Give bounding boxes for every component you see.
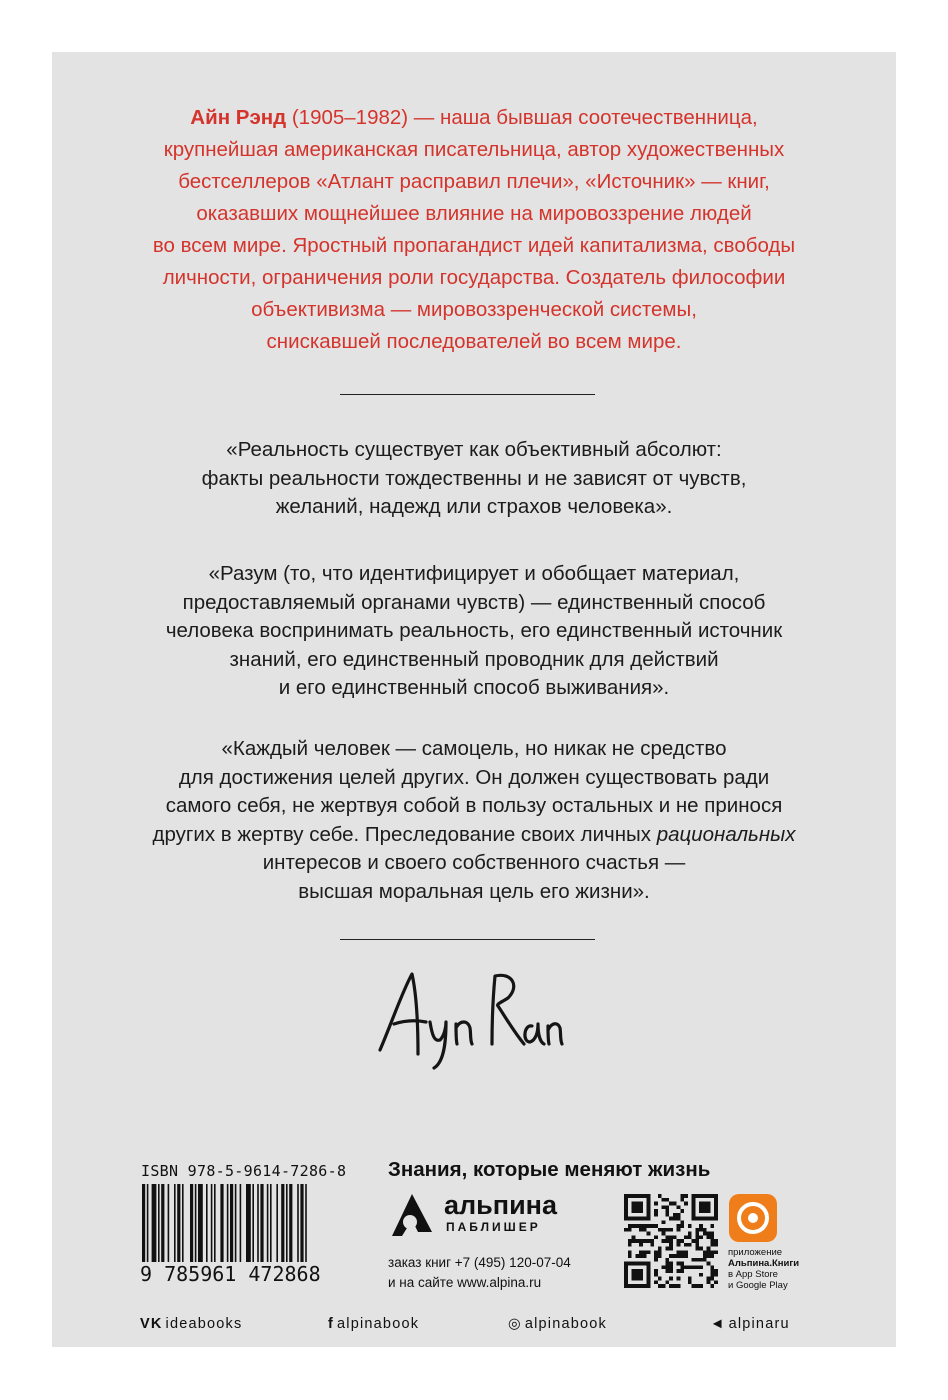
author-signature xyxy=(372,962,572,1072)
qr-module xyxy=(632,1239,636,1243)
barcode-bar xyxy=(305,1184,307,1262)
qr-module xyxy=(695,1228,699,1232)
social-telegram[interactable]: ◄ alpinaru xyxy=(710,1316,790,1332)
qr-module xyxy=(628,1239,632,1243)
qr-module xyxy=(662,1284,666,1288)
qr-module xyxy=(695,1243,699,1247)
qr-module xyxy=(680,1220,684,1224)
qr-module xyxy=(639,1228,643,1232)
barcode-bar xyxy=(152,1184,157,1262)
back-cover xyxy=(52,52,896,1347)
barcode-bar xyxy=(211,1184,213,1262)
qr-module xyxy=(707,1232,711,1236)
publisher-logo xyxy=(388,1192,608,1238)
qr-module xyxy=(680,1239,684,1243)
qr-module xyxy=(658,1228,662,1232)
barcode-bar xyxy=(300,1184,303,1262)
barcode-bar xyxy=(206,1184,208,1262)
vk-icon: VK xyxy=(140,1316,163,1332)
qr-module xyxy=(654,1235,658,1239)
qr-module xyxy=(658,1277,662,1281)
barcode-bar xyxy=(230,1184,233,1262)
qr-module xyxy=(658,1284,662,1288)
qr-module xyxy=(714,1239,718,1243)
qr-module xyxy=(643,1228,647,1232)
qr-module xyxy=(665,1235,669,1239)
qr-module xyxy=(684,1202,688,1206)
qr-module xyxy=(665,1265,669,1269)
qr-module xyxy=(695,1258,699,1262)
qr-module xyxy=(680,1198,684,1202)
qr-module xyxy=(699,1224,703,1228)
qr-module xyxy=(707,1262,711,1266)
qr-module xyxy=(699,1265,703,1269)
qr-module xyxy=(710,1224,714,1228)
app-promo: приложение Альпина.Книги в App Store и Google Play xyxy=(728,1247,800,1291)
qr-module xyxy=(703,1250,707,1254)
qr-module xyxy=(684,1254,688,1258)
qr-module xyxy=(635,1239,639,1243)
qr-module xyxy=(639,1243,643,1247)
barcode-bar xyxy=(286,1184,288,1262)
qr-module xyxy=(684,1250,688,1254)
qr-module xyxy=(639,1250,643,1254)
divider-top xyxy=(340,394,595,395)
qr-module xyxy=(707,1277,711,1281)
qr-module xyxy=(703,1254,707,1258)
qr-module xyxy=(665,1269,669,1273)
social-facebook[interactable]: f alpinabook xyxy=(328,1316,420,1332)
qr-module xyxy=(688,1280,692,1284)
qr-module xyxy=(677,1213,681,1217)
qr-module xyxy=(665,1262,669,1266)
qr-module xyxy=(639,1224,643,1228)
qr-module xyxy=(684,1243,688,1247)
qr-module xyxy=(699,1258,703,1262)
barcode-bar xyxy=(257,1184,259,1262)
qr-module xyxy=(680,1254,684,1258)
qr-module xyxy=(669,1239,673,1243)
qr-module xyxy=(692,1284,696,1288)
qr-module xyxy=(699,1228,703,1232)
alpina-books-app-icon xyxy=(729,1194,777,1242)
qr-module xyxy=(703,1232,707,1236)
qr-module xyxy=(714,1269,718,1273)
qr-module xyxy=(710,1232,714,1236)
qr-module xyxy=(688,1265,692,1269)
qr-module xyxy=(628,1243,632,1247)
qr-module xyxy=(692,1258,696,1262)
qr-module xyxy=(673,1217,677,1221)
alpina-logo-icon xyxy=(388,1192,436,1238)
qr-module xyxy=(654,1202,658,1206)
qr-module xyxy=(703,1228,707,1232)
qr-module xyxy=(662,1198,666,1202)
qr-module xyxy=(684,1194,688,1198)
qr-module xyxy=(665,1228,669,1232)
qr-module xyxy=(669,1265,673,1269)
qr-module xyxy=(632,1235,636,1239)
qr-module xyxy=(688,1232,692,1236)
qr-module xyxy=(707,1235,711,1239)
qr-module xyxy=(647,1224,651,1228)
facebook-icon: f xyxy=(328,1316,335,1332)
qr-module xyxy=(647,1239,651,1243)
qr-module xyxy=(677,1262,681,1266)
qr-module xyxy=(669,1235,673,1239)
qr-module xyxy=(707,1280,711,1284)
barcode-block xyxy=(140,1162,366,1292)
quote-reality: «Реальность существует как объективный абсолют: факты реальности тождественны и не зависят от чувств, желаний, надежд или страхов человека». xyxy=(201,438,747,518)
qr-module xyxy=(662,1228,666,1232)
qr-module xyxy=(654,1258,658,1262)
barcode-bar xyxy=(220,1184,223,1262)
qr-module xyxy=(677,1228,681,1232)
qr-module xyxy=(673,1213,677,1217)
qr-module xyxy=(688,1224,692,1228)
barcode-bar xyxy=(161,1184,164,1262)
qr-module xyxy=(665,1198,669,1202)
order-info: заказ книг +7 (495) 120-07-04 и на сайте www.alpina.ru xyxy=(388,1255,571,1290)
qr-module xyxy=(662,1220,666,1224)
qr-module xyxy=(688,1277,692,1281)
barcode-bar xyxy=(289,1184,292,1262)
qr-module xyxy=(699,1247,703,1251)
qr-module xyxy=(665,1209,669,1213)
isbn-text: ISBN 978-5-9614-7286-8 xyxy=(141,1162,347,1180)
qr-module xyxy=(684,1235,688,1239)
qr-module xyxy=(688,1243,692,1247)
qr-module xyxy=(662,1205,666,1209)
qr-module xyxy=(710,1235,714,1239)
qr-module xyxy=(665,1239,669,1243)
qr-module xyxy=(643,1250,647,1254)
qr-module xyxy=(639,1254,643,1258)
qr-module xyxy=(680,1209,684,1213)
qr-module xyxy=(669,1254,673,1258)
qr-module xyxy=(635,1254,639,1258)
barcode-digits: 9 785961 472868 xyxy=(140,1262,321,1286)
qr-module xyxy=(677,1254,681,1258)
quote-self: «Каждый человек — самоцель, но никак не средство для достижения целей других. Он должен существовать ради самого себя, не жертвуя собой в пользу остальных и не принося других в жертву себе. Преследование своих личных рациональных интересов и своего собственного счастья — высшая моральная цель его жизни». xyxy=(152,737,796,903)
qr-module xyxy=(643,1224,647,1228)
author-bio: Айн Рэнд (1905–1982) — наша бывшая соотечественница, крупнейшая американская писательница, автор художественных бестселлеров «Атлант расправил плечи», «Источник» — книг, оказавших мощнейшее влияние на мировоззрение людей во всем мире. Яростный пропагандист идей капитализма, свободы личности, ограничения роли государства. Создатель философии объективизма — мировоззренческой системы, снискавшей последователей во всем мире. xyxy=(152,106,796,353)
qr-module xyxy=(695,1284,699,1288)
qr-module xyxy=(699,1235,703,1239)
qr-finder xyxy=(699,1202,710,1213)
qr-module xyxy=(695,1247,699,1251)
qr-module xyxy=(677,1217,681,1221)
qr-module xyxy=(632,1224,636,1228)
qr-module xyxy=(650,1239,654,1243)
qr-module xyxy=(680,1262,684,1266)
qr-module xyxy=(710,1265,714,1269)
qr-module xyxy=(695,1232,699,1236)
barcode-bar xyxy=(227,1184,229,1262)
barcode-bar xyxy=(168,1184,170,1262)
barcode-bar xyxy=(158,1184,160,1262)
qr-module xyxy=(710,1273,714,1277)
author-name: Айн Рэнд xyxy=(190,106,287,129)
qr-module xyxy=(688,1235,692,1239)
qr-module xyxy=(710,1284,714,1288)
qr-module xyxy=(628,1224,632,1228)
qr-module xyxy=(680,1265,684,1269)
qr-module xyxy=(654,1280,658,1284)
barcode-bar xyxy=(240,1184,242,1262)
qr-module xyxy=(658,1250,662,1254)
qr-finder xyxy=(632,1269,643,1280)
barcode-bar xyxy=(195,1184,197,1262)
qr-module xyxy=(673,1202,677,1206)
barcode-bar xyxy=(270,1184,272,1262)
qr-module xyxy=(677,1269,681,1273)
barcode xyxy=(142,1184,364,1262)
qr-module xyxy=(635,1224,639,1228)
qr-module xyxy=(665,1213,669,1217)
barcode-bar xyxy=(281,1184,284,1262)
barcode-bar xyxy=(198,1184,203,1262)
qr-module xyxy=(714,1280,718,1284)
qr-module xyxy=(669,1284,673,1288)
qr-module xyxy=(692,1239,696,1243)
qr-module xyxy=(650,1243,654,1247)
social-instagram[interactable]: ◎ alpinabook xyxy=(508,1316,608,1332)
qr-module xyxy=(673,1284,677,1288)
barcode-bar xyxy=(252,1184,254,1262)
barcode-bar xyxy=(267,1184,269,1262)
qr-module xyxy=(695,1235,699,1239)
qr-module xyxy=(710,1254,714,1258)
qr-module xyxy=(684,1265,688,1269)
qr-module xyxy=(677,1205,681,1209)
barcode-bar xyxy=(182,1184,184,1262)
qr-module xyxy=(669,1243,673,1247)
qr-finder xyxy=(632,1202,643,1213)
barcode-bar xyxy=(260,1184,263,1262)
qr-module xyxy=(669,1262,673,1266)
qr-module xyxy=(707,1247,711,1251)
qr-module xyxy=(680,1194,684,1198)
qr-module xyxy=(658,1247,662,1251)
qr-module xyxy=(677,1250,681,1254)
qr-module xyxy=(669,1269,673,1273)
barcode-bar xyxy=(297,1184,299,1262)
qr-module xyxy=(669,1217,673,1221)
qr-module xyxy=(628,1254,632,1258)
qr-module xyxy=(669,1277,673,1281)
qr-module xyxy=(643,1254,647,1258)
qr-module xyxy=(654,1250,658,1254)
qr-module xyxy=(677,1243,681,1247)
qr-code xyxy=(624,1194,718,1288)
qr-module xyxy=(654,1254,658,1258)
qr-module xyxy=(669,1247,673,1251)
qr-module xyxy=(710,1243,714,1247)
qr-module xyxy=(677,1224,681,1228)
qr-module xyxy=(673,1254,677,1258)
qr-module xyxy=(669,1228,673,1232)
barcode-bar xyxy=(147,1184,149,1262)
qr-module xyxy=(654,1209,658,1213)
qr-module xyxy=(680,1269,684,1273)
qr-module xyxy=(639,1239,643,1243)
qr-module xyxy=(677,1239,681,1243)
qr-module xyxy=(710,1277,714,1281)
qr-module xyxy=(658,1254,662,1258)
qr-module xyxy=(665,1280,669,1284)
qr-module xyxy=(647,1250,651,1254)
divider-bottom xyxy=(340,939,595,940)
quote-reason: «Разум (то, что идентифицирует и обобщает материал, предоставляемый органами чувств) — единственный способ человека воспринимать реальность, его единственный источник знаний, его единственный проводник для действий и его единственный способ выживания». xyxy=(165,562,783,699)
qr-module xyxy=(714,1243,718,1247)
qr-module xyxy=(658,1194,662,1198)
qr-module xyxy=(654,1224,658,1228)
qr-module xyxy=(624,1228,628,1232)
barcode-bar xyxy=(190,1184,193,1262)
qr-module xyxy=(710,1269,714,1273)
qr-module xyxy=(647,1232,651,1236)
qr-module xyxy=(707,1254,711,1258)
qr-module xyxy=(650,1224,654,1228)
qr-module xyxy=(699,1284,703,1288)
qr-module xyxy=(695,1265,699,1269)
qr-module xyxy=(695,1239,699,1243)
qr-module xyxy=(643,1239,647,1243)
qr-module xyxy=(677,1284,681,1288)
qr-module xyxy=(703,1258,707,1262)
social-links xyxy=(52,1316,896,1346)
barcode-bar xyxy=(177,1184,180,1262)
barcode-bar xyxy=(246,1184,251,1262)
publisher-name: альпина xyxy=(444,1190,557,1220)
qr-module xyxy=(628,1250,632,1254)
qr-module xyxy=(692,1265,696,1269)
qr-module xyxy=(665,1205,669,1209)
qr-module xyxy=(662,1232,666,1236)
qr-module xyxy=(662,1265,666,1269)
publisher-sub: ПАБЛИШЕР xyxy=(446,1220,541,1234)
qr-module xyxy=(662,1239,666,1243)
qr-module xyxy=(669,1202,673,1206)
barcode-bar xyxy=(174,1184,176,1262)
qr-module xyxy=(714,1273,718,1277)
barcode-bar xyxy=(142,1184,145,1262)
qr-module xyxy=(714,1250,718,1254)
qr-module xyxy=(699,1273,703,1277)
qr-module xyxy=(654,1273,658,1277)
qr-module xyxy=(628,1228,632,1232)
telegram-icon: ◄ xyxy=(710,1316,726,1332)
instagram-icon: ◎ xyxy=(508,1316,522,1332)
qr-module xyxy=(654,1213,658,1217)
qr-module xyxy=(677,1277,681,1281)
social-vk[interactable]: VK ideabooks xyxy=(140,1316,243,1332)
qr-module xyxy=(665,1247,669,1251)
qr-module xyxy=(680,1250,684,1254)
qr-module xyxy=(710,1239,714,1243)
qr-module xyxy=(673,1235,677,1239)
qr-module xyxy=(665,1258,669,1262)
barcode-bar xyxy=(276,1184,278,1262)
qr-module xyxy=(654,1269,658,1273)
barcode-bar xyxy=(235,1184,237,1262)
qr-module xyxy=(710,1250,714,1254)
publisher-tagline: Знания, которые меняют жизнь xyxy=(388,1158,711,1181)
qr-module xyxy=(707,1250,711,1254)
barcode-bar xyxy=(214,1184,216,1262)
qr-module xyxy=(680,1224,684,1228)
